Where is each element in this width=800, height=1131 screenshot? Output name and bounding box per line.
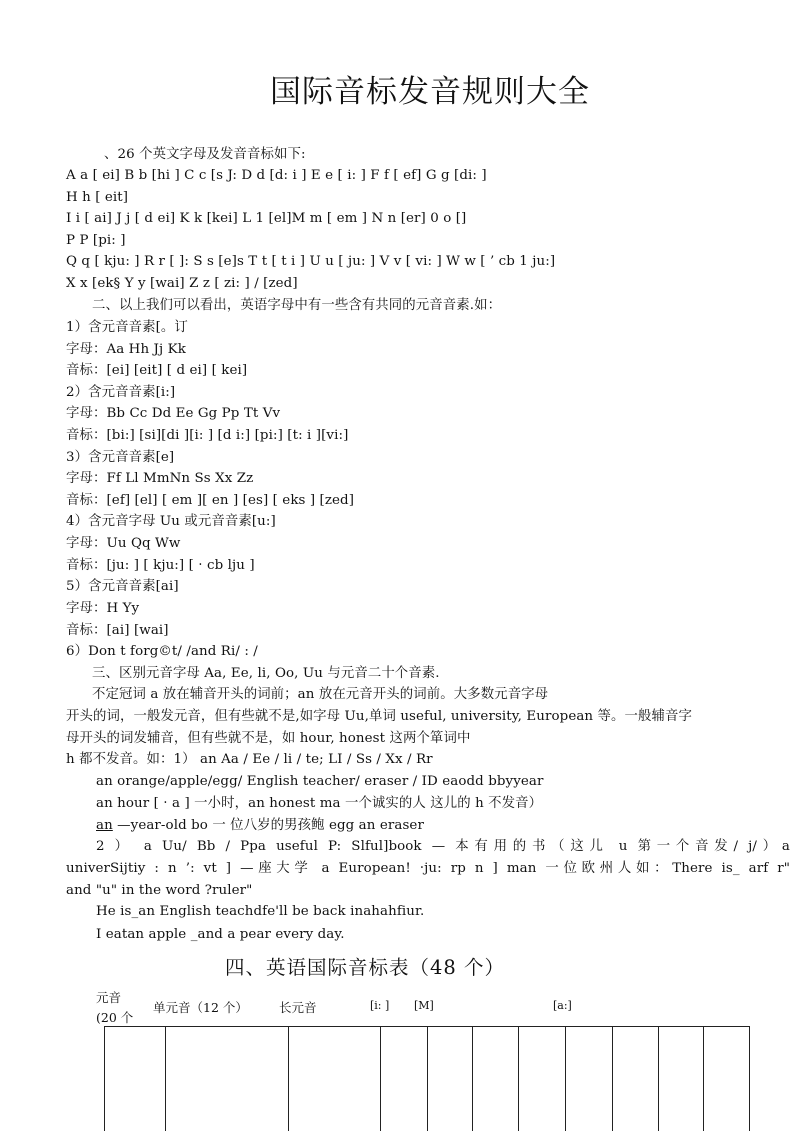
underlined-word: an bbox=[96, 818, 113, 833]
text-line: h 都不发音。如：1） an Aa / Ee / li / te; LI / Ss / Xx / Rr bbox=[66, 752, 433, 767]
text-line: 1）含元音音素[。订 bbox=[66, 320, 188, 335]
text-line: 6）Don t forg©t/ /and Ri/ : / bbox=[66, 644, 258, 659]
table-divider bbox=[165, 1027, 166, 1131]
table-divider bbox=[427, 1027, 428, 1131]
text-line: 开头的词，一般发元音，但有些就不是,如字母 Uu,单词 useful, university, European 等。一般辅音字 bbox=[66, 709, 692, 724]
table-divider bbox=[703, 1027, 704, 1131]
page-title: 国际音标发音规则大全 bbox=[270, 74, 590, 110]
phonetic-symbol: [a:] bbox=[553, 999, 572, 1012]
text-line: 、26 个英文字母及发音音标如下: bbox=[104, 147, 306, 162]
table-divider bbox=[472, 1027, 473, 1131]
text-line: 2 ） a Uu/ Bb / Ppa useful P: Slful]book — 本有用的书（这儿 u 第一个音发/ j/）a bbox=[96, 839, 790, 854]
text-line: 3）含元音音素[e] bbox=[66, 450, 175, 465]
text-line: I eatan apple _and a pear every day. bbox=[96, 927, 345, 942]
text-line: an orange/apple/egg/ English teacher/ eraser / ID eaodd bbyyear bbox=[96, 774, 544, 789]
table-label-vowel-count: (20 个 bbox=[96, 1010, 134, 1025]
table-divider bbox=[288, 1027, 289, 1131]
text-line: 字母：H Yy bbox=[66, 601, 140, 616]
text-line: 不定冠词 a 放在辅音开头的词前；an 放在元音开头的词前。大多数元音字母 bbox=[92, 687, 549, 702]
table-label-monophthong: 单元音（12 个） bbox=[153, 1000, 248, 1015]
text-line: 字母：Ff Ll MmNn Ss Xx Zz bbox=[66, 471, 254, 486]
text-line: 字母：Uu Qq Ww bbox=[66, 536, 181, 551]
table-divider bbox=[612, 1027, 613, 1131]
text-line: 音标：[ef] [el] [ em ][ en ] [es] [ eks ] [zed] bbox=[66, 493, 355, 508]
text-line: 字母：Aa Hh Jj Kk bbox=[66, 342, 186, 357]
text-line: 母开头的词发辅音，但有些就不是，如 hour, honest 这两个箪词中 bbox=[66, 731, 471, 746]
text-line: 音标：[bi:] [si][di ][i: ] [d i:] [pi:] [t: i ][vi:] bbox=[66, 428, 349, 443]
phonetic-symbol: [i: ] bbox=[370, 999, 390, 1012]
phonetic-table bbox=[104, 1026, 750, 1131]
text-line: and "u" in the word ?ruler" bbox=[66, 883, 253, 898]
table-divider bbox=[565, 1027, 566, 1131]
table-label-vowel: 元音 bbox=[96, 990, 122, 1005]
text-line: univerSijtiy : n ’: vt ] —座大学 a European! ‧ju: rp n ] man 一位欧州人如：There is_ arf r" bbox=[66, 861, 790, 876]
text-line: He is_an English teachdfe'll be back inahahfiur. bbox=[96, 904, 425, 919]
text-line: 4）含元音字母 Uu 或元音音素[u:] bbox=[66, 514, 276, 529]
text-line: 音标：[ju: ] [ kju:] [ ‧ cb lju ] bbox=[66, 558, 255, 573]
text-line: 三、区别元音字母 Aa, Ee, li, Oo, Uu 与元音二十个音素. bbox=[92, 666, 440, 681]
phonetic-symbol: [M] bbox=[414, 999, 434, 1012]
text-line: I i [ ai] J j [ d ei] K k [kei] L 1 [el]M m [ em ] N n [er] 0 o [] bbox=[66, 211, 467, 226]
table-divider bbox=[518, 1027, 519, 1131]
text-line: 音标：[ai] [wai] bbox=[66, 623, 169, 638]
text-line: X x [ek§ Y y [wai] Z z [ zi: ] / [zed] bbox=[66, 276, 298, 291]
text-line: an hour [ ‧ a ] 一小时，an honest ma 一个诚实的人 这儿的 h 不发音） bbox=[96, 796, 543, 811]
text-line bbox=[96, 816, 424, 836]
table-divider bbox=[658, 1027, 659, 1131]
text-line: P P [pi: ] bbox=[66, 233, 126, 248]
section-heading: 四、英语国际音标表（48 个） bbox=[224, 956, 505, 979]
table-divider bbox=[749, 1027, 750, 1131]
text-line: 2）含元音音素[i:] bbox=[66, 385, 176, 400]
text-line: 音标：[ei] [eit] [ d ei] [ kei] bbox=[66, 363, 248, 378]
text-line: A a [ ei] B b [hi ] C c [s J: D d [d: i ] E e [ i: ] F f [ ef] G g [di: ] bbox=[66, 168, 487, 183]
text-line: H h [ eit] bbox=[66, 190, 129, 205]
text-line: 字母：Bb Cc Dd Ee Gg Pp Tt Vv bbox=[66, 406, 281, 421]
table-label-long-vowel: 长元音 bbox=[279, 1000, 317, 1015]
text-fragment: —year-old bo 一 位八岁的男孩鲍 egg an eraser bbox=[112, 818, 424, 833]
text-line: 二、以上我们可以看出，英语字母中有一些含有共同的元音音素.如： bbox=[92, 298, 502, 313]
text-line: 5）含元音音素[ai] bbox=[66, 579, 179, 594]
text-line: Q q [ kju: ] R r [ ]: S s [e]s T t [ t i ] U u [ ju: ] V v [ vi: ] W w [ ’ cb 1 ju:] bbox=[66, 254, 556, 269]
table-divider bbox=[380, 1027, 381, 1131]
